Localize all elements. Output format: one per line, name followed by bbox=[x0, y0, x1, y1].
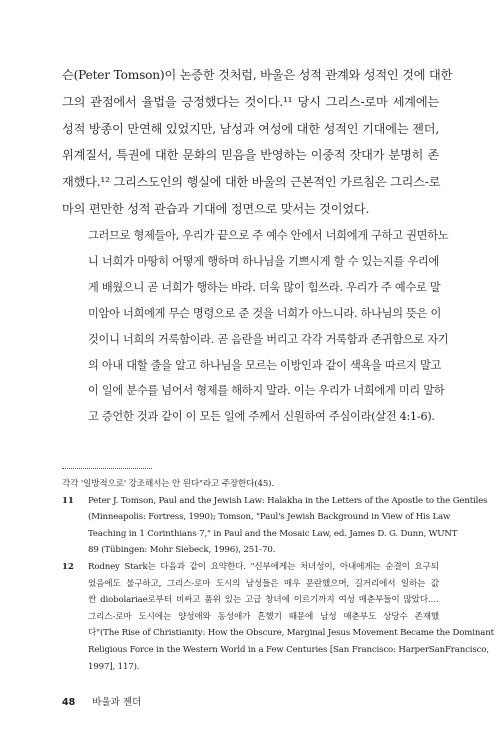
footnote-line: Peter J. Tomson, Paul and the Jewish Law: Halakha in the Letters of the Apostle to the Gentiles bbox=[88, 495, 488, 506]
footnote-11 bbox=[62, 493, 488, 559]
footnotes bbox=[62, 476, 494, 675]
footnote-line: 1997], 117). bbox=[88, 661, 140, 672]
footnote-line: 싼 diobolariae로부터 비싸고 품위 있는 고급 창녀에 이르기까지 여성 매춘부들이 많았다.… bbox=[88, 595, 439, 606]
footnote-number: 12 bbox=[62, 561, 74, 572]
body-line: 그의 관점에서 율법을 긍정했다는 것이다.¹¹ 당시 그리스-로마 세계에는 bbox=[62, 94, 439, 109]
footnote-line: 다"(The Rise of Christianity: How the Obscure, Marginal Jesus Movement Became the Dominant bbox=[88, 628, 494, 639]
quote-line: 고 증언한 것과 같이 이 모든 일에 주께서 신원하여 주심이라(살전 4:1-6). bbox=[88, 410, 435, 424]
quote-line: 그러므로 형제들아, 우리가 끝으로 주 예수 안에서 너희에게 구하고 권면하노 bbox=[88, 229, 449, 242]
footnote-line: 그리스-로마 도시에는 양성애와 동성애가 흔했기 때문에 남성 매춘부도 상당수 존재했 bbox=[88, 611, 439, 622]
body-line: 위계질서, 특권에 대한 문화의 믿음을 반영하는 이중적 잣대가 분명히 존 bbox=[62, 148, 439, 163]
quote-line: 것이니 너희의 거룩함이라. 곧 음란을 버리고 각각 거룩함과 존귀함으로 자기 bbox=[88, 332, 449, 346]
quote-line: 미암아 너희에게 무슨 명령으로 준 것을 너희가 아느니라. 하나님의 뜻은 이 bbox=[88, 306, 442, 320]
block-quote bbox=[88, 223, 449, 430]
quote-line: 의 아내 대할 줄을 알고 하나님을 모르는 이방인과 같이 색욕을 따르지 말고 bbox=[88, 358, 442, 372]
running-title: 바울과 젠더 bbox=[92, 697, 142, 708]
footnote-line: 었음에도 불구하고, 그리스-로마 도시의 남성들은 매우 문란했으며, 길거리에서 일하는 값 bbox=[88, 578, 439, 589]
footnote-line: (Minneapolis: Fortress, 1990); Tomson, "Paul's Jewish Background in View of His Law bbox=[88, 512, 451, 523]
quote-line: 게 배웠으니 곧 너희가 행하는 바라. 더욱 많이 힘쓰라. 우리가 주 예수로 말 bbox=[88, 280, 441, 294]
footnote-continuation: 각각 '일방적으로' 강조해서는 안 된다"라고 주장한다(45). bbox=[62, 479, 274, 489]
footnote-line: Religious Force in the Western World in a Few Centuries [San Francisco: HarperSanFrancisco, bbox=[88, 644, 489, 655]
body-line: 마의 편만한 성적 관습과 기대에 정면으로 맞서는 것이었다. bbox=[62, 201, 370, 216]
footnote-line: 89 (Tübingen: Mohr Siebeck, 1996), 251-70. bbox=[88, 545, 276, 556]
footnote-line: Teaching in 1 Corinthians 7," in Paul and the Mosaic Law, ed. James D. G. Dunn, WUNT bbox=[88, 528, 458, 539]
quote-line: 니 너희가 마땅히 어떻게 행하며 하나님을 기쁘시게 할 수 있는지를 우리에 bbox=[88, 254, 439, 268]
footnote-number: 11 bbox=[62, 495, 74, 506]
body-paragraph bbox=[62, 62, 453, 223]
page-footer bbox=[62, 694, 141, 708]
footnote-line: Rodney Stark는 다음과 같이 요약한다. "신부에게는 처녀성이, 아내에게는 순결이 요구되 bbox=[88, 561, 439, 572]
footnote-12 bbox=[62, 559, 494, 675]
footnote-divider bbox=[62, 468, 152, 469]
quote-line: 이 일에 분수를 넘어서 형제를 해하지 말라. 이는 우리가 너희에게 미리 말하 bbox=[88, 384, 445, 398]
page-number: 48 bbox=[62, 697, 76, 708]
body-line: 성적 방종이 만연해 있었지만, 남성과 여성에 대한 성적인 기대에는 젠더, bbox=[62, 121, 439, 136]
body-line: 재했다.¹² 그리스도인의 행실에 대한 바울의 근본적인 가르침은 그리스-로 bbox=[62, 175, 441, 190]
body-line: 슨(Peter Tomson)이 논증한 것처럼, 바울은 성적 관계와 성적인 것에 대한 bbox=[62, 68, 453, 82]
